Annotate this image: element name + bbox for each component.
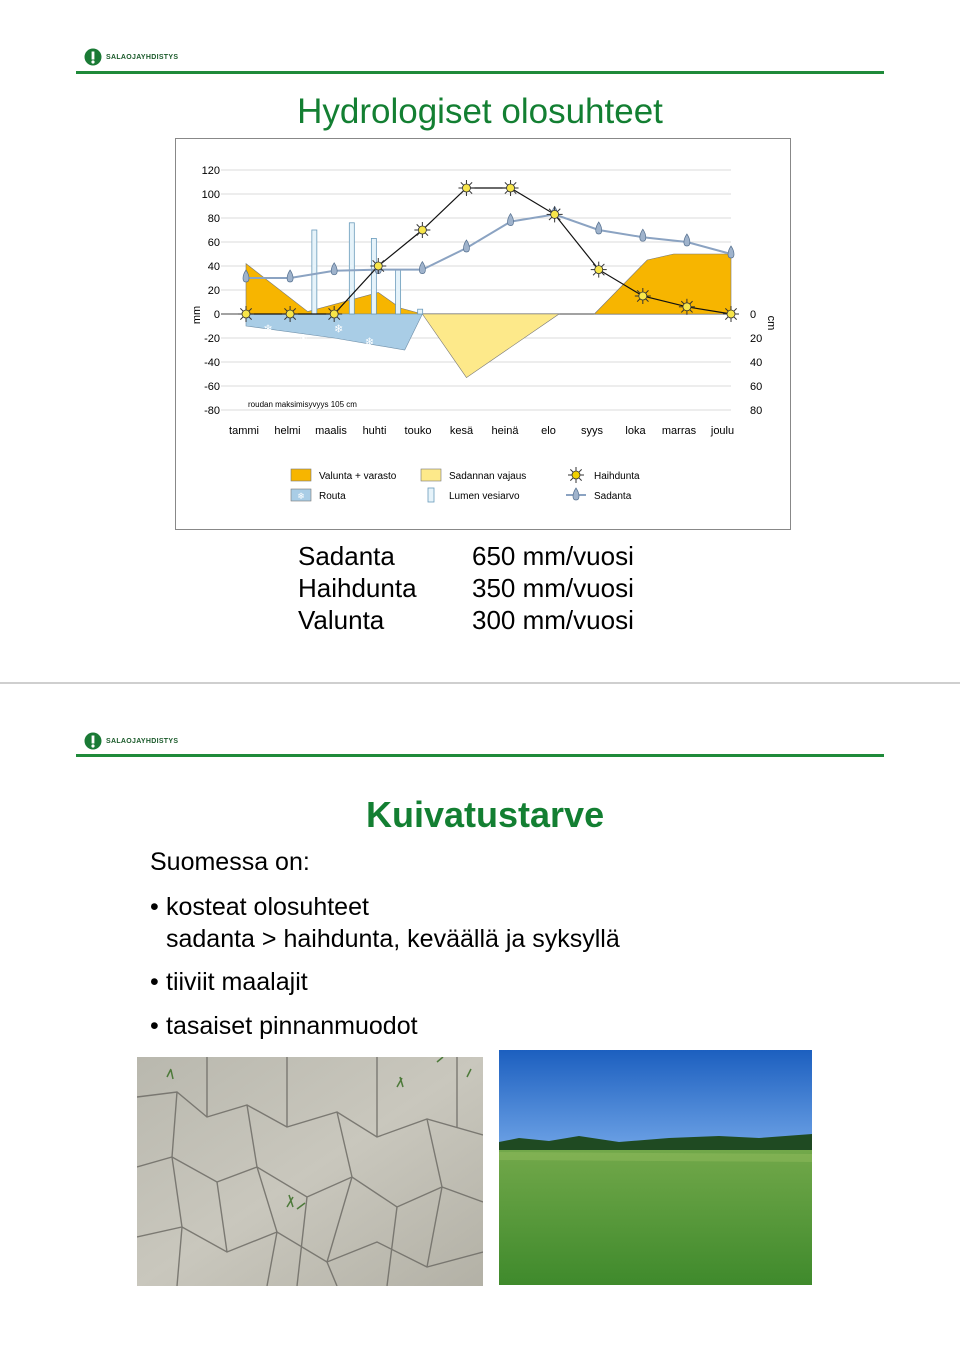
y-tick-label: -40 xyxy=(204,357,220,369)
month-label: loka xyxy=(625,425,646,437)
sun-icon xyxy=(723,306,739,322)
y-tick-label: -80 xyxy=(204,405,220,417)
sun-ray xyxy=(513,182,516,185)
legend-swatch xyxy=(291,469,311,481)
green-field-photo xyxy=(499,1050,812,1285)
raindrop-icon xyxy=(596,222,602,234)
right-tick-label: 60 xyxy=(750,381,763,393)
y-tick-label: 60 xyxy=(207,237,220,249)
legend-item xyxy=(568,467,640,483)
y-tick-label: 100 xyxy=(201,189,220,201)
brand-logo xyxy=(84,48,178,66)
salaojayhdistys-logo-icon xyxy=(84,48,102,66)
y-tick-label: 0 xyxy=(213,309,220,321)
sun-icon xyxy=(238,306,254,322)
month-label: heinä xyxy=(491,425,519,437)
stat-label-sadanta: Sadanta xyxy=(298,541,395,571)
bullet-item xyxy=(150,893,369,922)
sun-ray xyxy=(505,191,508,194)
raindrop-icon xyxy=(684,234,690,246)
frost-annotation: roudan maksimisyvyys 105 cm xyxy=(248,400,357,409)
sun-disc xyxy=(595,266,603,274)
snowflake-icon: ❄ xyxy=(263,322,273,336)
sun-ray xyxy=(240,317,243,320)
month-label: syys xyxy=(581,425,603,437)
y-axis-label: mm xyxy=(191,305,203,325)
sun-icon xyxy=(458,180,474,196)
bullet-subline: sadanta > haihdunta, keväällä ja syksyllä xyxy=(166,925,620,953)
sun-disc xyxy=(507,184,515,192)
bullet-text: tasaiset pinnanmuodot xyxy=(166,1012,418,1040)
month-label: touko xyxy=(404,425,432,437)
brand-logo-2 xyxy=(84,732,178,750)
legend-item xyxy=(291,489,346,502)
legend-label: Valunta + varasto xyxy=(319,471,397,482)
sun-disc xyxy=(286,310,294,318)
stat-value-sadanta: 650 mm/vuosi xyxy=(472,541,634,571)
sun-ray xyxy=(425,233,428,236)
sun-ray xyxy=(417,224,420,227)
hydrology-chart xyxy=(175,138,791,530)
sun-icon xyxy=(635,288,651,304)
sun-ray xyxy=(734,317,737,320)
bullet-text: tiiviit maalajit xyxy=(166,968,308,996)
sun-disc xyxy=(639,292,647,300)
sun-icon xyxy=(370,258,386,274)
sun-icon xyxy=(547,206,563,222)
sun-ray xyxy=(240,308,243,311)
bullet-glyph: • xyxy=(150,1012,159,1040)
chart-y-ticks xyxy=(202,165,220,417)
raindrop-icon xyxy=(419,262,425,274)
sun-icon xyxy=(282,306,298,322)
sun-icon xyxy=(326,306,342,322)
salaojayhdistys-logo-icon xyxy=(84,732,102,750)
stat-value-valunta: 300 mm/vuosi xyxy=(472,605,634,635)
header-rule xyxy=(76,754,884,757)
month-label: marras xyxy=(661,425,697,437)
legend-label: Sadanta xyxy=(594,491,632,502)
month-label: tammi xyxy=(229,425,259,437)
raindrop-icon xyxy=(640,229,646,241)
bullet-item xyxy=(150,1012,418,1041)
sun-ray xyxy=(593,272,596,275)
sun-icon xyxy=(572,471,580,479)
stat-value-haihdunta: 350 mm/vuosi xyxy=(472,573,634,603)
raindrop-icon xyxy=(331,263,337,275)
raindrop-icon xyxy=(573,488,579,500)
legend-item xyxy=(566,488,632,502)
chart-legend xyxy=(291,467,640,502)
snow-water-bar xyxy=(396,270,401,314)
sun-ray xyxy=(725,317,728,320)
raindrop-icon xyxy=(508,214,514,226)
sun-ray xyxy=(469,182,472,185)
right-tick-label: 0 xyxy=(750,309,757,321)
snow-water-bar xyxy=(418,309,423,314)
sun-disc xyxy=(418,226,426,234)
legend-label: Sadannan vajaus xyxy=(449,471,527,482)
sun-ray xyxy=(734,308,737,311)
sun-disc xyxy=(462,184,470,192)
bullet-glyph: • xyxy=(150,893,159,921)
brand-name: SALAOJAYHDISTYS xyxy=(106,737,179,745)
stats-labels xyxy=(298,540,417,636)
month-label: elo xyxy=(541,425,556,437)
area-sadannan-vajaus xyxy=(422,314,559,378)
header-rule xyxy=(76,71,884,74)
legend-swatch xyxy=(428,488,434,502)
sun-ray xyxy=(461,182,464,185)
snowflake-icon: ❄ xyxy=(333,322,344,336)
sun-ray xyxy=(570,469,573,472)
legend-swatch xyxy=(421,469,441,481)
sun-icon xyxy=(414,222,430,238)
stat-label-valunta: Valunta xyxy=(298,605,385,635)
bullet-glyph: • xyxy=(150,968,159,996)
sun-ray xyxy=(505,182,508,185)
sun-icon xyxy=(679,299,695,315)
y-tick-label: 40 xyxy=(207,261,220,273)
slide-title-2: Kuivatustarve xyxy=(366,794,605,835)
month-label: maalis xyxy=(315,425,347,437)
bullet-item xyxy=(150,968,308,997)
legend-item xyxy=(291,469,397,482)
sun-ray xyxy=(579,478,582,481)
cracked-soil-photo xyxy=(137,1057,483,1286)
chart-right-ticks xyxy=(750,309,762,417)
bullet-text: kosteat olosuhteet xyxy=(166,893,369,921)
sun-disc xyxy=(330,310,338,318)
right-tick-label: 20 xyxy=(750,333,763,345)
stat-label-haihdunta: Haihdunta xyxy=(298,573,417,603)
raindrop-icon xyxy=(728,246,734,258)
snowflake-icon: ❄ xyxy=(297,492,305,502)
legend-item xyxy=(428,488,520,502)
y-tick-label: -20 xyxy=(204,333,220,345)
month-label: kesä xyxy=(449,425,474,437)
sun-disc xyxy=(683,303,691,311)
snow-water-bar xyxy=(312,230,317,314)
legend-label: Lumen vesiarvo xyxy=(449,491,520,502)
hydrology-chart-svg xyxy=(176,139,790,529)
sun-ray xyxy=(570,478,573,481)
legend-label: Routa xyxy=(319,491,346,502)
sun-ray xyxy=(557,209,560,212)
month-label: helmi xyxy=(274,425,301,437)
right-tick-label: 40 xyxy=(750,357,763,369)
snowflake-icon: ❄ xyxy=(298,332,308,345)
raindrop-icon xyxy=(287,270,293,282)
sun-disc xyxy=(242,310,250,318)
sun-disc xyxy=(551,210,559,218)
y-tick-label: 20 xyxy=(207,285,220,297)
slide-hydrology xyxy=(0,0,960,682)
sun-icon xyxy=(503,180,519,196)
y-tick-label: -60 xyxy=(204,381,220,393)
legend-item xyxy=(421,469,526,482)
stats-values xyxy=(472,540,634,636)
chart-month-labels xyxy=(229,425,734,437)
sun-disc xyxy=(374,262,382,270)
snow-water-bar xyxy=(349,223,354,314)
area-valunta-varasto xyxy=(594,254,731,314)
month-label: huhti xyxy=(362,425,387,437)
right-tick-label: 80 xyxy=(750,405,763,417)
legend-label: Haihdunta xyxy=(594,471,640,482)
intro-text: Suomessa on: xyxy=(150,848,310,876)
sun-icon xyxy=(591,262,607,278)
snowflake-icon: ❄ xyxy=(364,335,375,349)
slide-title: Hydrologiset olosuhteet xyxy=(297,92,663,131)
y-tick-label: 120 xyxy=(201,165,220,177)
sun-ray xyxy=(469,191,472,194)
sun-disc xyxy=(727,310,735,318)
sun-ray xyxy=(579,469,582,472)
right-axis-label: cm xyxy=(765,315,777,331)
snow-water-bar xyxy=(371,238,376,314)
month-label: joulu xyxy=(710,425,735,437)
y-tick-label: 80 xyxy=(207,213,220,225)
brand-name: SALAOJAYHDISTYS xyxy=(106,53,179,61)
